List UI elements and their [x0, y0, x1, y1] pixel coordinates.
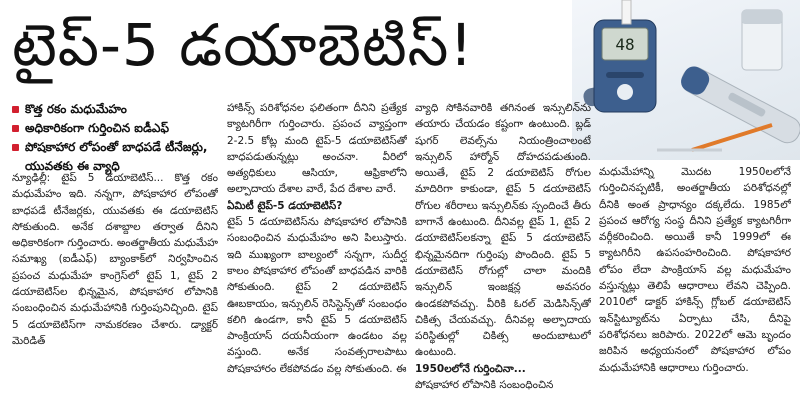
article-paragraph: టైప్ 5 డయాబెటిస్‌ను పోషకాహార లోపానికి సంబంధించిన మధుమేహం అని పిలుస్తారు. ఇది ముఖ్యంగా బాల్యంలో సన్నగా, సుదీర్ఘ కాలం పోషకాహార లోపంతో బాధపడిన వారికి సోకుతుంది. టైప్ 2 డయాబెటిస్ ఊబకాయం, ఇన్సులిన్ రెసిస్టెన్స్‌తో సంబంధం కలిగి ఉండగా, కానీ టైప్ 5 డయాబెటిస్ పాంక్రియాస్ దయనీయంగా ఉండటం వల్ల వస్తుంది. అనేక సంవత్సరాలపాటు పోషకాహారం లేకపోవడం వల్ల సోకుతుంది. ఈ: [227, 216, 407, 375]
article-column-2: [227, 100, 407, 414]
article-paragraph: న్యూఢిల్లీ: టైప్ 5 డయాబెటిస్... కొత్త రకం మధుమేహం ఇది. నన్నగా, పోషకాహార లోపంతో బాధపడే టీనేజర్లకు, యువతకు ఈ డయాబెటిస్ సోకుతుంది. అనేక దశాబ్దాల తర్వాత దీనిని అధికారికంగా గుర్తించారు. అంతర్జాతీయ మధుమేహ సమాఖ్య (ఐడీఎఫ్) బ్యాంకాక్‌లో నిర్వహించిన ప్రపంచ మధుమేహ కాంగ్రెస్‌లో టైప్ 1, టైప్ 2 డయాబెటిస్‌ల భిన్నమైన, పోషకాహార లోపానికి సంబంధించిన మధుమేహానికి గుర్తింపునిచ్చింది. టైప్ 5 డయాబెటిస్‌గా నామకరణం చేశారు. డ్యాక్టర్ మెరిడిత్: [12, 172, 218, 347]
section-subheading: 1950లలోనే గుర్తించినా...: [415, 362, 526, 375]
article-column-4: [599, 164, 791, 414]
headline: టైప్-5 డయాబెటిస్!: [12, 11, 474, 79]
article-paragraph: హాకిన్స్ పరిశోధనల ఫలితంగా దీనిని ప్రత్యేక క్యాటగిరీగా గుర్తించారు. ప్రపంచ వ్యాప్తంగా 2-2.5 కోట్ల మంది టైప్-5 డయాబెటిస్‌తో బాధపడుతున్నట్లు అంచనా. వీరిలో అత్యధికులు ఆసియా, ఆఫ్రికాలోని అల్పాదాయ దేశాల వారే, పేద దేశాల వారే.: [227, 102, 407, 196]
section-subheading: ఏమిటీ టైప్-5 డయాబెటిస్?: [227, 199, 343, 212]
bullet-list: [12, 100, 218, 176]
bullet-marker: [12, 144, 19, 151]
article-paragraph: వ్యాధి సోకినవారికి తగినంత ఇన్సులిన్‌ను తయారు చేయడం కష్టంగా ఉంటుంది. బ్లడ్ షుగర్ లెవల్స్‌ను నియంత్రించాలంటే ఇన్సులిన్ హార్మోన్ దోహదపడుతుంది. అయితే, టైప్ 2 డయాబెటిస్ రోగుల మాదిరిగా కాకుండా, టైప్ 5 డయాబెటిస్ రోగుల శరీరాలు ఇన్సులిన్‌కు స్పందించే తీరు బాగానే ఉంటుంది. దీనివల్ల టైప్ 1, టైప్ 2 డయాబెటిస్‌లకన్నా టైప్ 5 డయాబెటిస్ భిన్నమైనదిగా గుర్తింపు పొందింది. టైప్ 5 డయాబెటిస్ రోగుల్లో చాలా మందికి ఇన్సులిన్ ఇంజక్షన్ల అవసరం ఉండకపోవచ్చు. వీరికి ఓరల్ మెడిసిన్స్‌తో చికిత్స చేయవచ్చు. దీనివల్ల అల్పాదాయ పరిస్థితుల్లో చికిత్స అందుబాటులో ఉంటుంది.: [415, 102, 591, 359]
article-paragraph: మధుమేహాన్ని మొదట 1950లలోనే గుర్తించినప్పటికీ, అంతర్జాతీయ పరిశోధనల్లో దీనికి అంత ప్రాధాన్యం దక్కలేదు. 1985లో ప్రపంచ ఆరోగ్య సంస్థ దీనిని ప్రత్యేక క్యాటగిరీగా వర్గీకరించింది. అయితే కానీ 1999లో ఈ క్యాటగిరీని ఉపసంహరించింది. పోషకాహార లోపం లేదా పాంక్రియాస్ వల్ల మధుమేహం వస్తున్నట్లు తెలిపే ఆధారాలు లేవని చెప్పింది. 2010లో డాక్టర్ హాకిన్స్ గ్లోబల్ డయాబెటిస్ ఇన్‌స్టిట్యూట్‌ను ఏర్పాటు చేసి, దీనిపై పరిశోధనలు జరిపారు. 2022లో ఆమె బృందం జరిపిన అధ్యయనంలో పోషకాహార లోపం మధుమేహానికి ఆధారాలు గుర్తించారు.: [599, 166, 791, 374]
bullet-item: [12, 100, 218, 119]
diabetes-photo: [572, 0, 800, 160]
article-paragraph: పోషకాహార లోపానికి సంబంధించిన: [415, 379, 554, 392]
bullet-text: అధికారికంగా గుర్తించిన ఐడీఎఫ్: [25, 121, 169, 135]
meter-reading: 48: [615, 35, 635, 54]
article-column-3: [415, 100, 591, 414]
bullet-text: పోషకాహార లోపంతో బాధపడే టీనేజర్లు, యువతకు ఈ వ్యాధి: [25, 140, 208, 173]
article-column-1: [12, 170, 218, 414]
bullet-text: కొత్త రకం మధుమేహం: [25, 102, 127, 116]
bullet-marker: [12, 125, 19, 132]
glucose-meter-illustration: [572, 0, 800, 160]
bullet-marker: [12, 106, 19, 113]
bullet-item: [12, 119, 218, 138]
